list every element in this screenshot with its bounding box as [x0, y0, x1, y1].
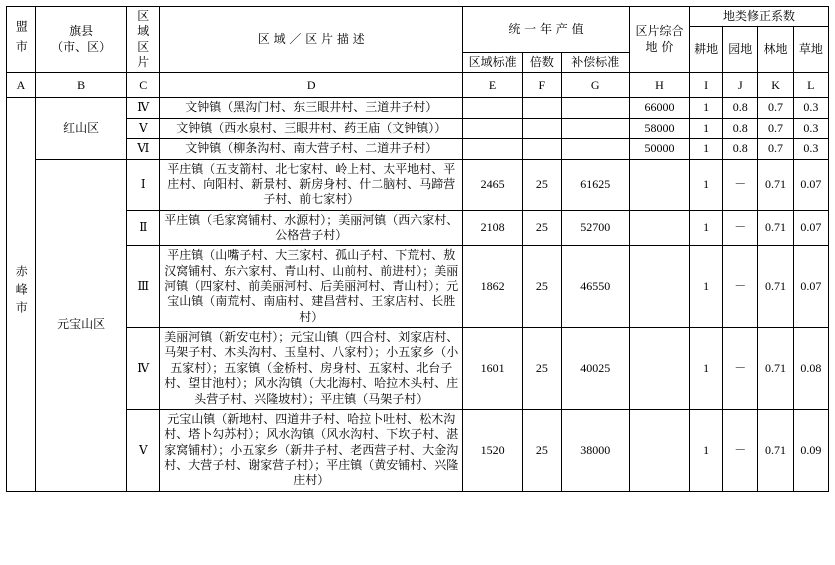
- cell-grassland-coeff: 0.08: [793, 328, 828, 410]
- cell-comprehensive-price: [629, 159, 689, 210]
- cell-orchard-coeff: －: [723, 328, 758, 410]
- cell-orchard-coeff: 0.8: [723, 98, 758, 118]
- cell-grassland-coeff: 0.09: [793, 409, 828, 491]
- cell-zone: Ⅵ: [127, 139, 160, 159]
- cell-farmland-coeff: 1: [690, 159, 723, 210]
- col-letter-g: G: [561, 73, 629, 98]
- col-letter-e: E: [463, 73, 523, 98]
- cell-compensation-standard: 40025: [561, 328, 629, 410]
- col-letter-f: F: [523, 73, 561, 98]
- cell-compensation-standard: 38000: [561, 409, 629, 491]
- header-cell-zone: [127, 7, 160, 73]
- header-zone-line1: 区: [137, 9, 150, 23]
- header-price-line1: 区片综合: [635, 24, 684, 39]
- cell-zone: Ⅰ: [127, 159, 160, 210]
- header-cell-forest: 林地: [758, 27, 793, 73]
- column-letter-row: [7, 73, 829, 98]
- cell-zone-standard: [463, 139, 523, 159]
- cell-farmland-coeff: 1: [690, 328, 723, 410]
- cell-zone: Ⅱ: [127, 210, 160, 246]
- table-row: [7, 139, 829, 159]
- cell-compensation-standard: [561, 98, 629, 118]
- cell-comprehensive-price: [629, 210, 689, 246]
- col-letter-c: C: [127, 73, 160, 98]
- cell-orchard-coeff: －: [723, 246, 758, 328]
- cell-grassland-coeff: 0.07: [793, 246, 828, 328]
- cell-farmland-coeff: 1: [690, 246, 723, 328]
- table-row: [7, 210, 829, 246]
- cell-multiplier: 25: [523, 409, 561, 491]
- col-letter-k: K: [758, 73, 793, 98]
- header-cell-grassland: 草地: [793, 27, 828, 73]
- header-cell-city: [7, 7, 36, 73]
- col-letter-b: B: [36, 73, 127, 98]
- cell-zone-standard: 1601: [463, 328, 523, 410]
- col-letter-j: J: [723, 73, 758, 98]
- cell-zone-standard: 1862: [463, 246, 523, 328]
- cell-comprehensive-price: 66000: [629, 98, 689, 118]
- cell-comprehensive-price: [629, 409, 689, 491]
- cell-description: 平庄镇（山嘴子村、大三家村、孤山子村、下荒村、敖汉窝铺村、东六家村、青山村、山前村、前进村）；美丽河镇（四家村、前美丽河村、后美丽河村、青山村）；元宝山镇（南荒村、南庙村、建昌营村、王家店村、长胜村）: [160, 246, 463, 328]
- cell-zone-standard: 2108: [463, 210, 523, 246]
- header-cell-farmland: 耕地: [690, 27, 723, 73]
- cell-compensation-standard: [561, 139, 629, 159]
- cell-county: 元宝山区: [36, 159, 127, 491]
- cell-description: 平庄镇（五支箭村、北七家村、岭上村、太平地村、平庄村、向阳村、新景村、新房身村、什二脑村、马蹄营子村、前七家村）: [160, 159, 463, 210]
- cell-grassland-coeff: 0.07: [793, 210, 828, 246]
- cell-multiplier: [523, 118, 561, 138]
- header-cell-orchard: 园地: [723, 27, 758, 73]
- header-cell-compensation-standard: 补偿标准: [561, 53, 629, 73]
- cell-zone-standard: [463, 118, 523, 138]
- cell-multiplier: 25: [523, 246, 561, 328]
- cell-zone: Ⅳ: [127, 98, 160, 118]
- table-row: [7, 159, 829, 210]
- cell-comprehensive-price: [629, 328, 689, 410]
- cell-farmland-coeff: 1: [690, 118, 723, 138]
- cell-grassland-coeff: 0.07: [793, 159, 828, 210]
- city-label: 赤峰市: [14, 265, 29, 320]
- cell-forest-coeff: 0.7: [758, 139, 793, 159]
- cell-multiplier: 25: [523, 159, 561, 210]
- header-city-label-line1: 盟: [14, 20, 29, 36]
- cell-zone-standard: 2465: [463, 159, 523, 210]
- cell-county: 红山区: [36, 98, 127, 159]
- cell-orchard-coeff: 0.8: [723, 139, 758, 159]
- cell-multiplier: [523, 98, 561, 118]
- col-letter-d: D: [160, 73, 463, 98]
- table-row: [7, 409, 829, 491]
- cell-orchard-coeff: －: [723, 409, 758, 491]
- table-row: [7, 246, 829, 328]
- cell-description: 文钟镇（黑沟门村、东三眼井村、三道井子村）: [160, 98, 463, 118]
- cell-compensation-standard: 52700: [561, 210, 629, 246]
- cell-description: 美丽河镇（新安屯村）；元宝山镇（四合村、刘家店村、马架子村、木头沟村、玉皇村、八家村）；小五家乡（小五家村）；五家镇（金桥村、房身村、五家村、北台子村、望甘池村）；风水沟镇（大北海村、哈拉木头村、庄头营子村、兴隆坡村）；平庄镇（马架子村）: [160, 328, 463, 410]
- table-row: [7, 98, 829, 118]
- header-cell-landtype-coeff-group: 地类修正系数: [690, 7, 829, 27]
- cell-forest-coeff: 0.71: [758, 328, 793, 410]
- header-cell-multiplier: 倍数: [523, 53, 561, 73]
- cell-farmland-coeff: 1: [690, 139, 723, 159]
- cell-forest-coeff: 0.7: [758, 98, 793, 118]
- cell-zone: Ⅴ: [127, 118, 160, 138]
- cell-forest-coeff: 0.7: [758, 118, 793, 138]
- cell-description: 平庄镇（毛家窝铺村、水源村）；美丽河镇（西六家村、公格营子村）: [160, 210, 463, 246]
- cell-zone: Ⅴ: [127, 409, 160, 491]
- cell-grassland-coeff: 0.3: [793, 98, 828, 118]
- cell-compensation-standard: 46550: [561, 246, 629, 328]
- cell-description: 文钟镇（西水泉村、三眼井村、药王庙（文钟镇））: [160, 118, 463, 138]
- header-cell-description: 区 域 ／ 区 片 描 述: [160, 7, 463, 73]
- col-letter-h: H: [629, 73, 689, 98]
- cell-forest-coeff: 0.71: [758, 159, 793, 210]
- cell-comprehensive-price: 50000: [629, 139, 689, 159]
- header-zone-line3: 区: [137, 39, 150, 54]
- header-cell-comprehensive-price: [629, 7, 689, 73]
- cell-orchard-coeff: －: [723, 210, 758, 246]
- col-letter-i: I: [690, 73, 723, 98]
- cell-multiplier: [523, 139, 561, 159]
- col-letter-l: L: [793, 73, 828, 98]
- cell-farmland-coeff: 1: [690, 210, 723, 246]
- header-cell-annual-output-group: 统 一 年 产 值: [463, 7, 630, 53]
- cell-zone: Ⅳ: [127, 328, 160, 410]
- cell-compensation-standard: 61625: [561, 159, 629, 210]
- header-price-line2: 地 价: [645, 39, 674, 54]
- cell-farmland-coeff: 1: [690, 98, 723, 118]
- header-cell-zone-standard: 区域标准: [463, 53, 523, 73]
- header-row-1: [7, 7, 829, 27]
- header-county-line1: 旗县: [69, 24, 94, 39]
- cell-forest-coeff: 0.71: [758, 409, 793, 491]
- cell-city: [7, 98, 36, 491]
- cell-compensation-standard: [561, 118, 629, 138]
- cell-multiplier: 25: [523, 328, 561, 410]
- table-row: [7, 328, 829, 410]
- cell-farmland-coeff: 1: [690, 409, 723, 491]
- header-zone-line4: 片: [137, 55, 150, 70]
- cell-description: 元宝山镇（新地村、四道井子村、哈拉卜吐村、松木沟村、塔卜勾苏村）；风水沟镇（风水沟村、下坎子村、湛家窝铺村）；小五家乡（新井子村、老西营子村、大金沟村、大营子村、谢家营子村）；平庄镇（黄安铺村、兴隆庄村）: [160, 409, 463, 491]
- col-letter-a: A: [7, 73, 36, 98]
- cell-forest-coeff: 0.71: [758, 246, 793, 328]
- cell-grassland-coeff: 0.3: [793, 139, 828, 159]
- cell-orchard-coeff: －: [723, 159, 758, 210]
- table-row: [7, 118, 829, 138]
- cell-multiplier: 25: [523, 210, 561, 246]
- cell-zone: Ⅲ: [127, 246, 160, 328]
- header-cell-county: [36, 7, 127, 73]
- cell-zone-standard: [463, 98, 523, 118]
- cell-description: 文钟镇（柳条沟村、南大营子村、二道井子村）: [160, 139, 463, 159]
- header-county-line2: （市、区）: [51, 39, 112, 54]
- compensation-standards-table: [6, 6, 829, 492]
- cell-comprehensive-price: 58000: [629, 118, 689, 138]
- cell-forest-coeff: 0.71: [758, 210, 793, 246]
- cell-grassland-coeff: 0.3: [793, 118, 828, 138]
- header-city-label-line2: 市: [14, 39, 29, 55]
- cell-comprehensive-price: [629, 246, 689, 328]
- header-zone-line2: 域: [137, 24, 150, 39]
- cell-zone-standard: 1520: [463, 409, 523, 491]
- cell-orchard-coeff: 0.8: [723, 118, 758, 138]
